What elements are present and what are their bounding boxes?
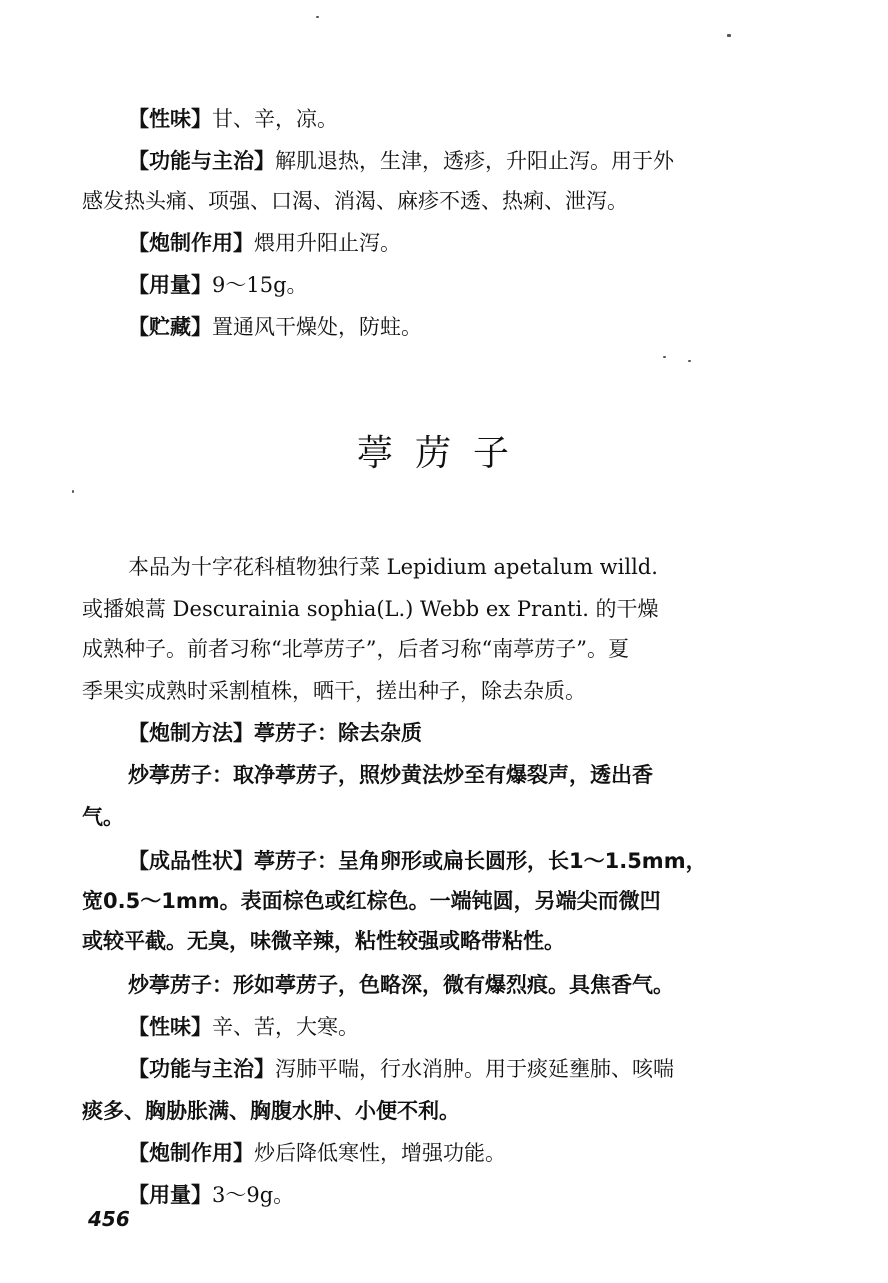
chao-row: 炒葶苈子：取净葶苈子，照炒黄法炒至有爆裂声，透出香 [128,763,653,787]
xingzhuang-text: 葶苈子：呈角卵形或扁长圆形，长1～1.5mm， [254,849,707,873]
gongneng2-label: 【功能与主治】 [128,1057,275,1081]
intro-line-2: 或播娘蒿 Descurainia sophia(L.) Webb ex Pranti. 的干燥 [82,597,659,621]
fangfa-text: 葶苈子：除去杂质 [254,721,422,745]
paozhi-zuoyong2-text: 炒后降低寒性，增强功能。 [254,1141,506,1165]
yongliang2-text: 3～9g。 [212,1183,295,1207]
xingwei-text: 甘、辛，凉。 [212,107,338,131]
scan-speck [663,356,666,358]
scan-speck [688,360,691,362]
xingwei-label: 【性味】 [128,107,212,131]
intro-line-3: 成熟种子。前者习称“北葶苈子”，后者习称“南葶苈子”。夏 [82,637,629,661]
xingzhuang-label: 【成品性状】 [128,849,254,873]
gongneng-continuation: 感发热头痛、项强、口渴、消渴、麻疹不透、热痢、泄泻。 [82,189,628,213]
xingwei-row [128,104,338,134]
gongneng-text: 解肌退热，生津，透疹，升阳止泻。用于外 [275,149,674,173]
chao-continuation: 气。 [82,805,124,829]
page-number: 456 [88,1207,130,1231]
paozhi-zuoyong-row [128,228,401,258]
yongliang-row [128,270,308,300]
zhucang-text: 置通风干燥处，防蛀。 [212,315,422,339]
scan-speck [72,490,74,493]
xingwei2-row [128,1012,359,1042]
yongliang2-label: 【用量】 [128,1183,212,1207]
xingzhuang-line-3: 或较平截。无臭，味微辛辣，粘性较强或略带粘性。 [82,929,565,953]
gongneng-label: 【功能与主治】 [128,149,275,173]
paozhi-zuoyong2-label: 【炮制作用】 [128,1141,254,1165]
zhucang-label: 【贮藏】 [128,315,212,339]
gongneng2-row [128,1054,674,1084]
paozhi-zuoyong-text: 煨用升阳止泻。 [254,231,401,255]
xingwei2-label: 【性味】 [128,1015,212,1039]
paozhi-zuoyong-label: 【炮制作用】 [128,231,254,255]
yongliang-text: 9～15g。 [212,273,308,297]
intro-line-4: 季果实成熟时采割植株，晒干，搓出种子，除去杂质。 [82,679,586,703]
intro-line-1: 本品为十字花科植物独行菜 Lepidium apetalum willd. [128,555,658,579]
yongliang-label: 【用量】 [128,273,212,297]
entry-title: 葶苈子 [356,433,531,474]
gongneng-row [128,146,674,176]
paozhi-zuoyong2-row [128,1138,506,1168]
scan-speck [727,34,731,37]
scan-speck [316,16,319,18]
yongliang2-row [128,1180,294,1210]
gongneng2-text: 泻肺平喘，行水消肿。用于痰延壅肺、咳喘 [275,1057,674,1081]
chao-xingzhuang-row: 炒葶苈子：形如葶苈子，色略深，微有爆烈痕。具焦香气。 [128,973,674,997]
gongneng2-continuation: 痰多、胸胁胀满、胸腹水肿、小便不利。 [82,1099,460,1123]
fangfa-label: 【炮制方法】 [128,721,254,745]
xingwei2-text: 辛、苦，大寒。 [212,1015,359,1039]
fangfa-row [128,718,422,748]
xingzhuang-row [128,846,707,876]
xingzhuang-line-2: 宽0.5～1mm。表面棕色或红棕色。一端钝圆，另端尖而微凹 [82,889,661,913]
zhucang-row [128,312,422,342]
